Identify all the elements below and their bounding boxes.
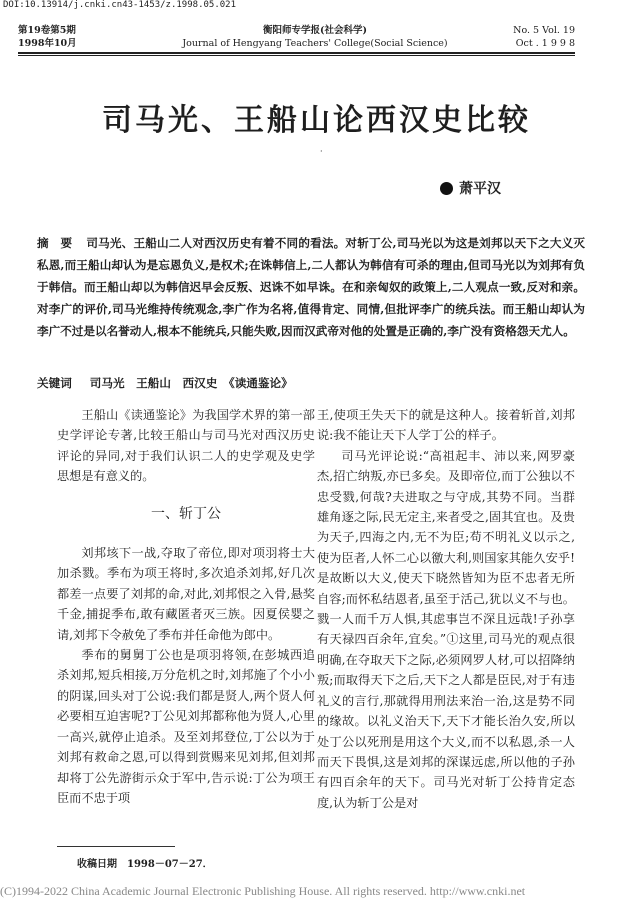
abstract-text: 司马光、王船山二人对西汉历史有着不同的看法。对斩丁公,司马光以为这是刘邦以天下之大义灭私恩,而王船山却认为是忘恩负义,是权术;在诛韩信上,二人都认为韩信有可杀的理由,但司马光以为刘邦有负于韩信。而王船山却以为韩信迟早会反叛、迟诛不如早诛。在和亲匈奴的政策上,二人观点一致,反对和亲。对李广的评价,司马光维持传统观念,李广作为名将,值得肯定、同情,但批评李广的统兵法。而王船山却认为李广不过是以名誉动人,根本不能统兵,只能失败,因而汉武帝对他的处置是正确的,李广没有资格怨天尤人。 <box>37 236 585 338</box>
abstract <box>37 232 585 342</box>
body-paragraph: 王,使项王失天下的就是这种人。接着斩首,刘邦说:我不能让天下人学丁公的样子。 <box>317 408 575 443</box>
author-name: 萧平汉 <box>459 181 501 197</box>
received-date-footnote: 收稿日期 1998－07－27． <box>77 859 213 870</box>
copyright-watermark: (C)1994-2022 China Academic Journal Electronic Publishing House. All rights reserved. http://www.cnki.net <box>0 884 526 898</box>
body-paragraph: 季布的舅舅丁公也是项羽将领,在彭城西追杀刘邦,短兵相接,万分危机之时,刘邦施了个小小的阴谋,回头对丁公说:我们都是贤人,两个贤人何必要相互迫害呢?丁公见刘邦都称他为贤人,心里一高兴,就停止追杀。及至刘邦登位,丁公以为于刘邦有救命之恩,可以得到赏赐来见刘邦,但刘邦却将丁公先游街示众于军中,告示说:丁公为项王臣而不忠于项 <box>57 648 315 805</box>
header-date: 1998年10月 <box>18 38 77 49</box>
header-issue-info <box>513 24 575 50</box>
title-dot: · <box>320 147 323 156</box>
header-journal-name <box>150 24 480 50</box>
body-paragraph: 王船山《读通鉴论》为我国学术界的第一部史学评论专著,比较王船山与司马光对西汉历史评论的异同,对于我们认识二人的史学观及史学思想是有意义的。 <box>57 408 315 484</box>
header-rule-thin <box>18 55 575 56</box>
section-heading: 一、斩丁公 <box>151 505 221 522</box>
abstract-label: 摘 要 <box>37 236 73 250</box>
footnote-rule <box>57 846 175 847</box>
body-column-right <box>317 405 575 813</box>
keywords-label: 关键词 <box>37 376 72 390</box>
keywords <box>37 375 585 391</box>
doi-line: DOI:10.13914/j.cnki.cn43-1453/z.1998.05.021 <box>3 0 236 10</box>
journal-name-cn: 衡阳师专学报(社会科学) <box>263 25 367 36</box>
keywords-text: 司马光 王船山 西汉史 《读通鉴论》 <box>89 376 293 390</box>
header-volume-info <box>18 24 77 50</box>
journal-name-en: Journal of Hengyang Teachers' College(Social Science) <box>182 38 448 49</box>
article-title: 司马光、王船山论西汉史比较 <box>102 103 531 138</box>
body-column-left <box>57 405 315 808</box>
body-paragraph: 刘邦垓下一战,夺取了帝位,即对项羽将士大加杀戮。季布为项王将时,多次追杀刘邦,好几次都差一点要了刘邦的命,对此,刘邦恨之入骨,悬奖千金,捕捉季布,敢有藏匿者灭三族。因夏侯婴之请,刘邦下令赦免了季布并任命他为郎中。 <box>57 546 315 642</box>
header-rule-thick <box>18 52 575 54</box>
header-volume: 第19卷第5期 <box>18 25 76 36</box>
author-line <box>440 178 501 198</box>
header-issue-date: Oct . 1 9 9 8 <box>515 38 575 49</box>
body-paragraph: 司马光评论说:“高祖起丰、沛以来,网罗豪杰,招亡纳叛,亦已多矣。及即帝位,而丁公独以不忠受戮,何哉?夫进取之与守成,其势不同。当群雄角逐之际,民无定主,来者受之,固其宜也。及贵为天子,四海之内,无不为臣;苟不明礼义以示之,使为臣者,人怀二心以徼大利,则国家其能久安乎!是故断以大义,使天下晓然皆知为臣不忠者无所自容;而怀私结恩者,虽至于活己,犹以义不与也。戮一人而千万人惧,其虑事岂不深且远哉!子孙享有天禄四百余年,宜矣。”①这里,司马光的观点很明确,在夺取天下之际,必须网罗人材,可以招降纳叛;而取得天下之后,天下之人都是臣民,对于有违礼义的言行,那就得用刑法来治一治,这是势不同的缘故。以礼义治天下,天下才能长治久安,所以处丁公以死刑是用这个大义,而不以私恩,杀一人而天下畏惧,这是刘邦的深谋远虑,所以他的子孙有四百余年的天下。司马光对斩丁公持肯定态度,认为斩丁公是对 <box>317 448 575 810</box>
header-issue-number: No. 5 Vol. 19 <box>513 25 575 36</box>
author-bullet-icon <box>440 182 453 195</box>
